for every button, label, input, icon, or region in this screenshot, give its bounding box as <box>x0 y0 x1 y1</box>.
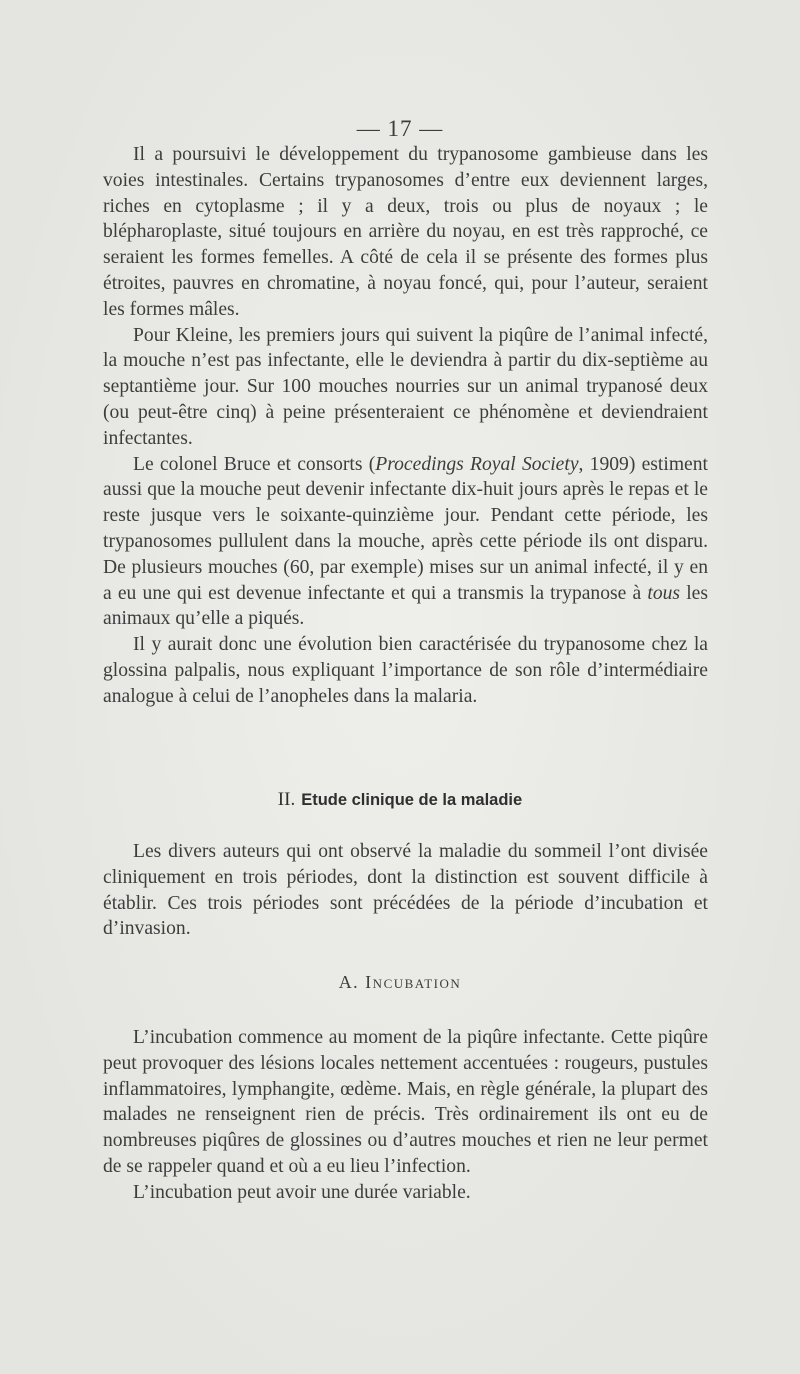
section-numeral: II. <box>277 789 296 810</box>
emphasis-word: tous <box>647 582 681 604</box>
bruce-text-end: les animaux qu’elle a piqués. <box>103 582 708 630</box>
section-title: Etude clinique de la maladie <box>301 791 523 809</box>
page-number: — 17 — <box>356 116 444 141</box>
paragraph-kleine: Pour Kleine, les premiers jours qui suivent la piqûre de l’animal infecté, la mouche n’est pas infectante, elle le deviendra à partir du dix-septième au septantième jour. Sur 100 mouches nourries sur un animal trypanosé deux (ou peut-être cinq) à peine présenteraient ce phénomène et deviendraient infectantes. <box>103 324 708 449</box>
citation-title: Procedings Royal Society <box>375 453 579 475</box>
paragraph-bruce <box>103 452 708 633</box>
paragraph-development: Il a poursuivi le développement du trypanosome gambieuse dans les voies intestinales. Certains trypanosomes d’entre eux deviennent larges, riches en cytoplasme ; il y a deux, trois ou plus de noyaux ; le blépharoplaste, situé toujours en arrière du noyau, en est très rapproché, ce seraient les formes femelles. A côté de cela il se présente des formes plus étroites, pauvres en chromatine, à noyau foncé, qui, pour l’auteur, seraient les formes mâles. <box>103 144 708 320</box>
text-block-top <box>103 142 708 710</box>
paragraph-incubation: L’incubation commence au moment de la piqûre infectante. Cette piqûre peut provoquer des lésions locales nettement accentuées : rougeurs, pustules inflammatoires, lymphangite, œdème. Mais, en règle générale, la plupart des malades ne renseignent rien de précis. Très ordinairement ils ont eu de nombreuses piqûres de glossines ou d’autres mouches et rien ne leur permet de se rappeler quand et où a eu lieu l’infection. <box>103 1027 708 1177</box>
bruce-text-before: Le colonel Bruce et consorts ( <box>133 453 376 475</box>
section-heading <box>0 789 800 811</box>
paragraph-clinical-periods: Les divers auteurs qui ont observé la maladie du sommeil l’ont divisée cliniquement en trois périodes, dont la distinction est souvent difficile à établir. Ces trois périodes sont précédées de la période d’incubation et d’invasion. <box>103 841 708 940</box>
paragraph-incubation-duration: L’incubation peut avoir une durée variable. <box>133 1181 471 1203</box>
text-block-section <box>103 839 708 942</box>
paragraph-conclusion: Il y aurait donc une évolution bien caractérisée du trypanosome chez la glossina palpalis, nous expliquant l’importance de son rôle d’intermédiaire analogue à celui de l’anopheles dans la malaria. <box>103 634 708 707</box>
text-block-bottom <box>103 1025 708 1206</box>
subsection-heading: A. Incubation <box>338 972 462 992</box>
bruce-text-middle: , 1909) estiment aussi que la mouche peut devenir infectante dix-huit jours après le repas et le reste jusque vers le soixante-quinzième jour. Pendant cette période, les trypanosomes pullulent dans la mouche, après cette période ils ont disparu. De plusieurs mouches (60, par exemple) mises sur un animal infecté, il y en a eu une qui est devenue infectante et qui a transmis la trypanose à <box>103 453 708 604</box>
